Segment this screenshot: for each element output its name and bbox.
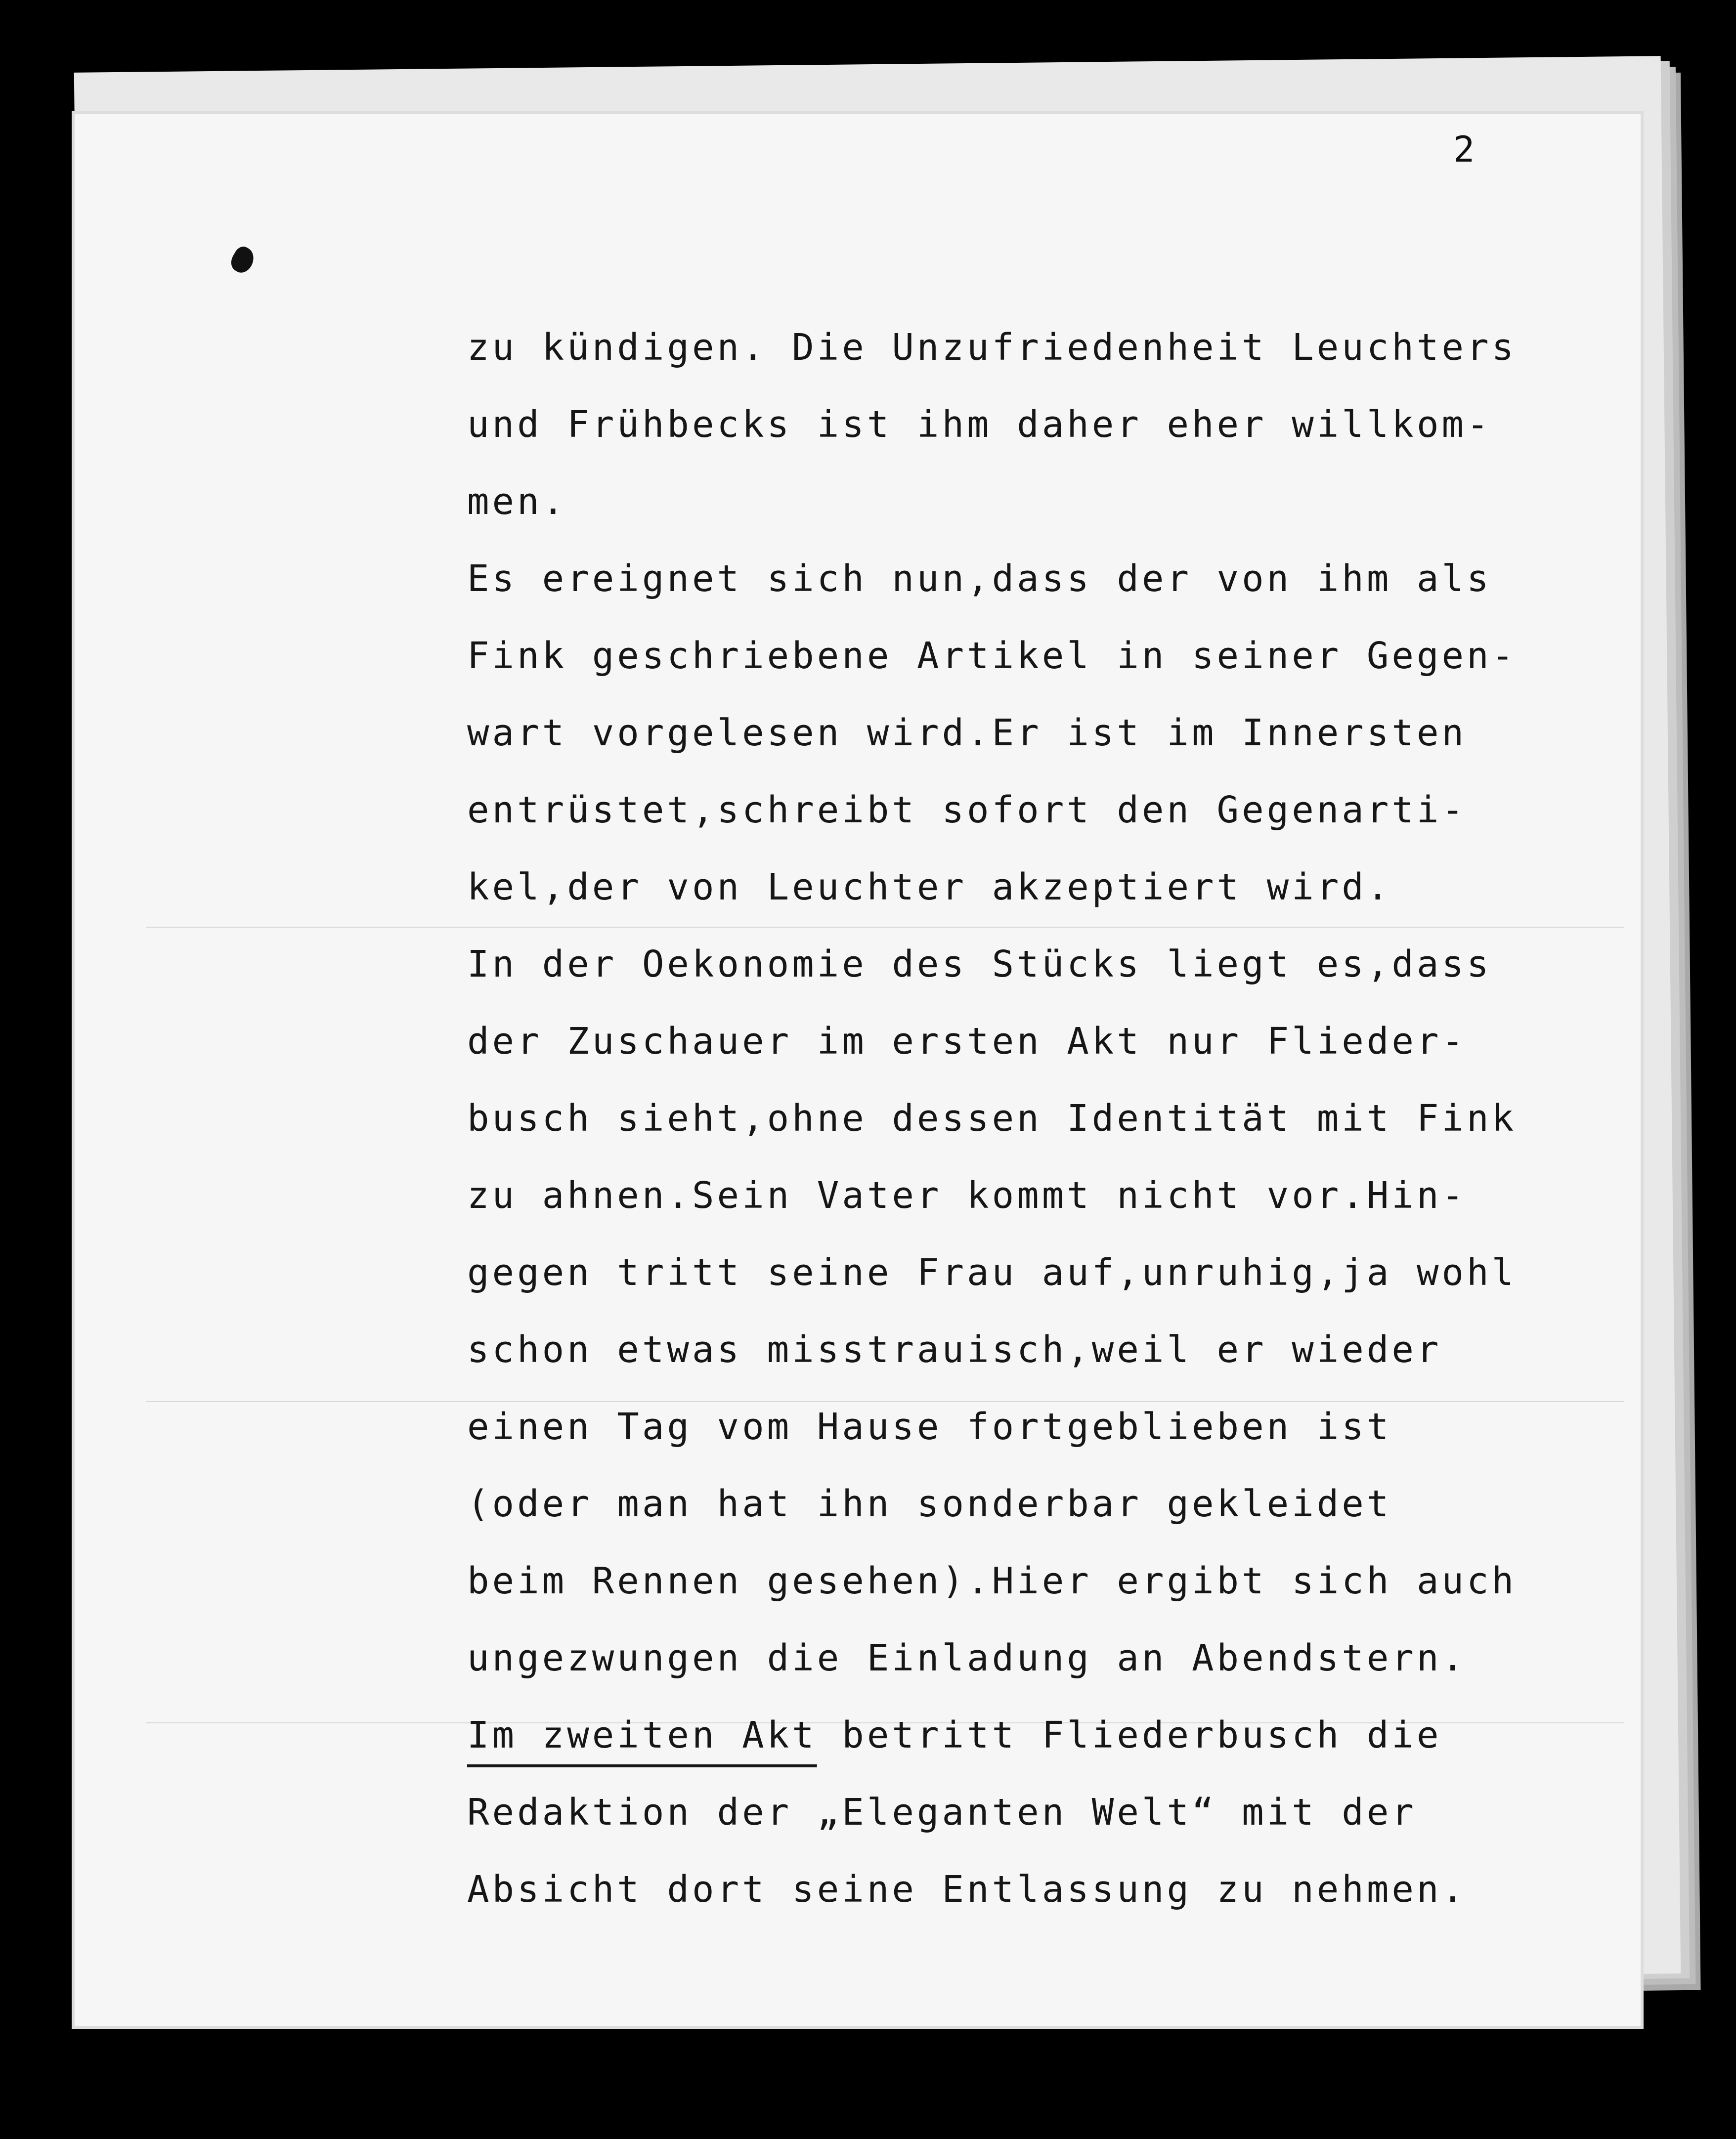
text-line: und Frühbecks ist ihm daher eher willkom- [467, 403, 1492, 446]
text-line: kel,der von Leuchter akzeptiert wird. [467, 866, 1392, 908]
typed-body-text [467, 309, 1594, 1928]
text-line: men. [467, 480, 567, 523]
text-line: Absicht dort seine Entlassung zu nehmen. [467, 1868, 1467, 1911]
text-line: zu ahnen.Sein Vater kommt nicht vor.Hin- [467, 1174, 1467, 1217]
text-line: wart vorgelesen wird.Er ist im Innersten [467, 712, 1467, 754]
text-line: Es ereignet sich nun,dass der von ihm als [467, 557, 1492, 600]
text-line: schon etwas misstrauisch,weil er wieder [467, 1328, 1442, 1371]
act-heading: Im zweiten Akt [467, 1714, 817, 1756]
text-line: gegen tritt seine Frau auf,unruhig,ja wohl [467, 1251, 1517, 1294]
text-line: In der Oekonomie des Stücks liegt es,dass [467, 943, 1492, 985]
heading-line-rest: betritt Fliederbusch die [817, 1714, 1442, 1756]
text-line: Redaktion der „Eleganten Welt“ mit der [467, 1791, 1417, 1834]
text-line: der Zuschauer im ersten Akt nur Flieder- [467, 1020, 1467, 1063]
text-line: beim Rennen gesehen).Hier ergibt sich auch [467, 1560, 1517, 1602]
text-line: einen Tag vom Hause fortgeblieben ist [467, 1406, 1392, 1448]
text-line: entrüstet,schreibt sofort den Gegenarti- [467, 789, 1467, 831]
text-line: (oder man hat ihn sonderbar gekleidet [467, 1483, 1392, 1525]
text-line: zu kündigen. Die Unzufriedenheit Leuchters [467, 326, 1517, 369]
heading-line [467, 1697, 1594, 1774]
page-number: 2 [1453, 128, 1475, 170]
text-line: Fink geschriebene Artikel in seiner Gegen- [467, 635, 1517, 677]
text-line: ungezwungen die Einladung an Abendstern. [467, 1637, 1467, 1679]
text-line: busch sieht,ohne dessen Identität mit Fink [467, 1097, 1517, 1140]
